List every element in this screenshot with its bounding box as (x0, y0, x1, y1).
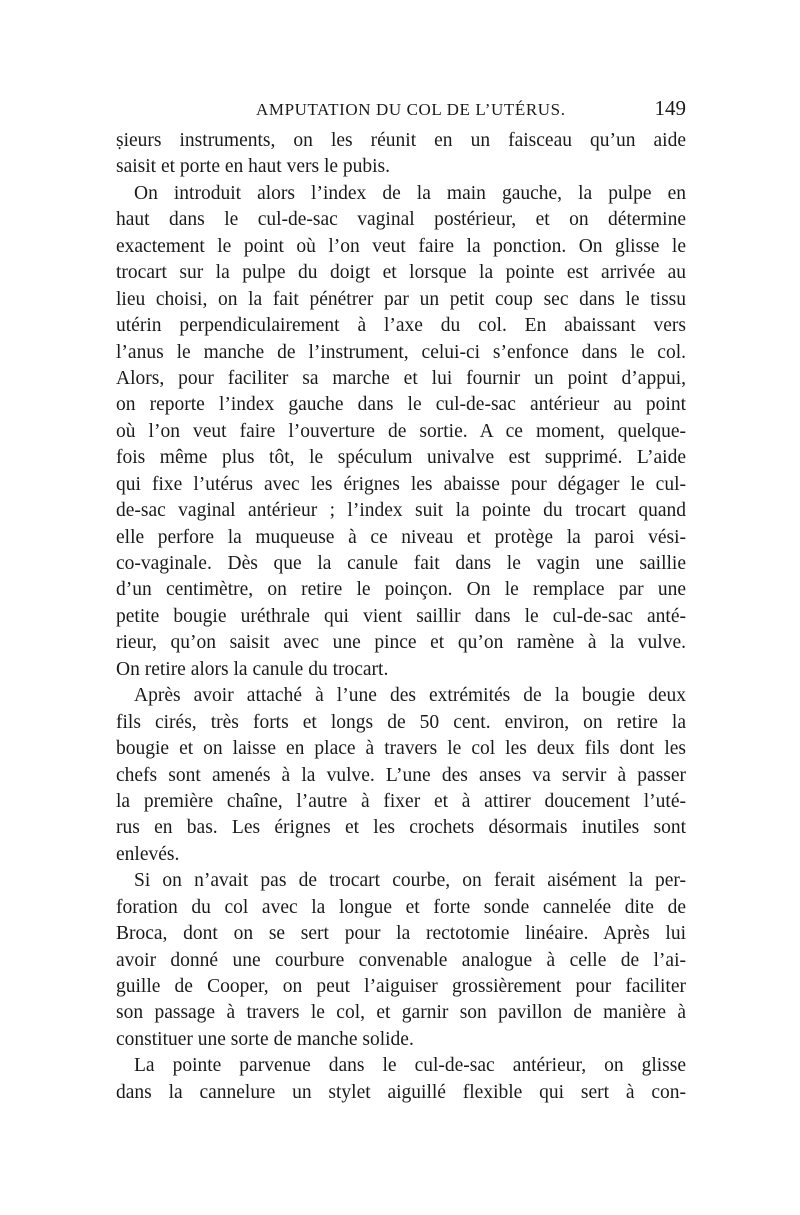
text-line: chefs sont amenés à la vulve. L’une des anses va servir à passer (116, 764, 686, 786)
text-line: rus en bas. Les érignes et les crochets désormais inutiles sont (116, 817, 686, 839)
text-line: on reporte l’index gauche dans le cul-de-sac antérieur au point (116, 394, 686, 416)
text-line: utérin perpendiculairement à l’axe du col. En abaissant vers (116, 315, 686, 337)
text-line: On introduit alors l’index de la main gauche, la pulpe en (134, 182, 686, 204)
text-line: foration du col avec la longue et forte sonde cannelée dite de (116, 896, 686, 918)
text-line: exactement le point où l’on veut faire la ponction. On glisse le (116, 235, 686, 257)
text-line: co-vaginale. Dès que la canule fait dans le vagin une saillie (116, 553, 686, 574)
text-line: On retire alors la canule du trocart. (116, 658, 389, 680)
text-line: qui fixe l’utérus avec les érignes les abaisse pour dégager le cul- (116, 473, 686, 495)
running-head (116, 96, 686, 126)
text-line: son passage à travers le col, et garnir son pavillon de manière à (116, 1002, 686, 1024)
text-line: où l’on veut faire l’ouverture de sortie. A ce moment, quelque- (116, 420, 686, 442)
text-line: rieur, qu’on saisit avec une pince et qu’on ramène à la vulve. (116, 632, 686, 654)
text-line: enlevés. (116, 843, 180, 865)
text-line: Broca, dont on se sert pour la rectotomie linéaire. Après lui (116, 923, 686, 945)
text-line: Si on n’avait pas de trocart courbe, on ferait aisément la per- (134, 870, 686, 892)
text-line: bougie et on laisse en place à travers le col les deux fils dont les (116, 738, 686, 760)
text-line: ṣieurs instruments, on les réunit en un faisceau qu’un aide (116, 130, 686, 151)
text-line: de-sac vaginal antérieur ; l’index suit la pointe du trocart quand (116, 500, 686, 522)
text-line: l’anus le manche de l’instrument, celui-ci s’enfonce dans le col. (116, 341, 686, 363)
text-line: La pointe parvenue dans le cul-de-sac antérieur, on glisse (134, 1055, 686, 1077)
text-line: Alors, pour faciliter sa marche et lui fournir un point d’appui, (116, 367, 686, 389)
text-line: haut dans le cul-de-sac vaginal postérieur, et on détermine (116, 209, 686, 231)
running-title: AMPUTATION DU COL DE L’UTÉRUS. (256, 100, 566, 119)
text-line: saisit et porte en haut vers le pubis. (116, 156, 391, 178)
text-line: fils cirés, très forts et longs de 50 cent. environ, on retire la (116, 711, 686, 733)
text-line: elle perfore la muqueuse à ce niveau et protège la paroi vési- (116, 526, 686, 548)
text-line: petite bougie uréthrale qui vient saillir dans le cul-de-sac anté- (116, 605, 686, 627)
text-line: d’un centimètre, on retire le poinçon. On le remplace par une (116, 579, 686, 601)
page-number: 149 (654, 96, 686, 120)
text-line: constituer une sorte de manche solide. (116, 1028, 414, 1050)
text-line: guille de Cooper, on peut l’aiguiser grossièrement pour faciliter (116, 976, 686, 997)
text-line: Après avoir attaché à l’une des extrémités de la bougie deux (134, 685, 686, 707)
text-line: la première chaîne, l’autre à fixer et à attirer doucement l’uté- (116, 790, 686, 812)
text-line: dans la cannelure un stylet aiguillé flexible qui sert à con- (116, 1081, 686, 1103)
text-line: avoir donné une courbure convenable analogue à celle de l’ai- (116, 949, 686, 971)
text-line: fois même plus tôt, le spéculum univalve est supprimé. L’aide (116, 447, 686, 469)
text-line: trocart sur la pulpe du doigt et lorsque la pointe est arrivée au (116, 262, 686, 284)
body-text (116, 128, 686, 1106)
text-line: lieu choisi, on la fait pénétrer par un petit coup sec dans le tissu (116, 288, 686, 310)
